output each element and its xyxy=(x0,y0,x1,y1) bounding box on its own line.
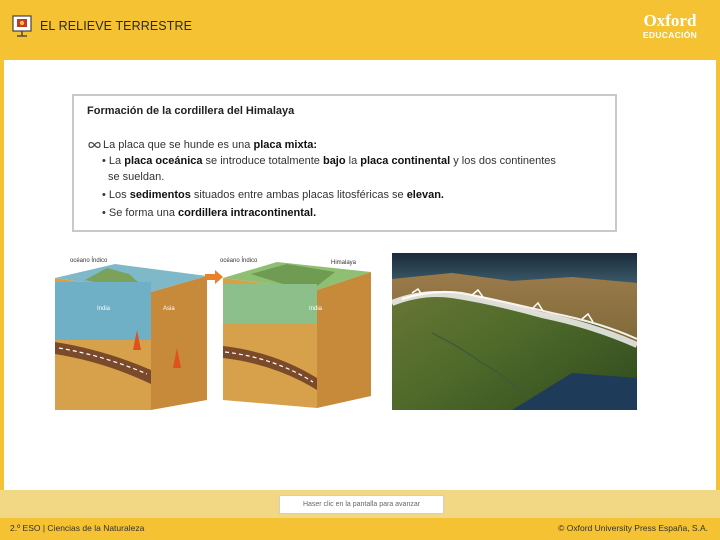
right-block-side xyxy=(317,272,371,408)
right-land-layer xyxy=(223,284,317,324)
footer xyxy=(0,518,720,540)
oxford-logo xyxy=(634,12,706,41)
label-india-2: India xyxy=(309,306,323,312)
content-heading: Formación de la cordillera del Himalaya xyxy=(87,105,295,117)
bullet-3: • Se forma una cordillera intracontinental. xyxy=(102,207,317,219)
frame-left xyxy=(0,60,4,518)
label-oceano-2: océano Índico xyxy=(220,258,258,264)
bullet-1-continuation: se sueldan. xyxy=(108,171,165,183)
content-box xyxy=(72,94,617,232)
text: y los dos continentes xyxy=(450,155,556,167)
logo-line-2: EDUCACIÓN xyxy=(642,30,698,40)
bold-text: placa continental xyxy=(360,155,451,167)
bullet-1: • La placa oceánica se introduce totalmente bajo la placa continental y los dos continentes xyxy=(102,155,556,167)
label-asia: Asia xyxy=(163,306,175,312)
logo-line-1: Oxford xyxy=(643,11,697,30)
bold-text: elevan. xyxy=(406,189,444,201)
text: Se forma una xyxy=(108,207,179,219)
label-himalaya: Himalaya xyxy=(331,260,357,266)
frame-right xyxy=(716,60,720,518)
footer-course: 2.º ESO | Ciencias de la Naturaleza xyxy=(10,523,145,533)
bold-text: cordillera intracontinental. xyxy=(178,207,317,219)
label-india-1: India xyxy=(97,306,111,312)
bullet-main xyxy=(88,139,317,151)
bullet-2: • Los sedimentos situados entre ambas placas litosféricas se elevan. xyxy=(102,189,444,201)
bold-text: bajo xyxy=(322,155,346,167)
himalaya-satellite-photo xyxy=(392,253,637,410)
text: situados entre ambas placas litosféricas se xyxy=(190,189,407,201)
bold-text: placa oceánica xyxy=(124,155,203,167)
bold-text: sedimentos xyxy=(129,189,191,201)
text: La xyxy=(108,155,125,167)
footer-copyright: © Oxford University Press España, S.A. xyxy=(558,523,708,533)
label-oceano-1: océano Índico xyxy=(70,258,108,264)
slide-icon xyxy=(12,15,32,37)
text: se introduce totalmente xyxy=(202,155,323,167)
advance-hint[interactable]: Haser clic en la pantalla para avanzar xyxy=(279,495,444,514)
bullet-main-bold: placa mixta: xyxy=(253,139,318,151)
top-bar xyxy=(0,0,720,60)
transition-arrow-icon xyxy=(205,270,223,284)
page-title: EL RELIEVE TERRESTRE xyxy=(40,19,193,33)
left-block-side xyxy=(151,276,207,410)
text: Los xyxy=(108,189,130,201)
bullet-main-text: La placa que se hunde es una xyxy=(103,139,254,151)
text: la xyxy=(345,155,361,167)
infinity-bullet-icon xyxy=(88,141,101,149)
plate-collision-diagram xyxy=(55,250,375,412)
